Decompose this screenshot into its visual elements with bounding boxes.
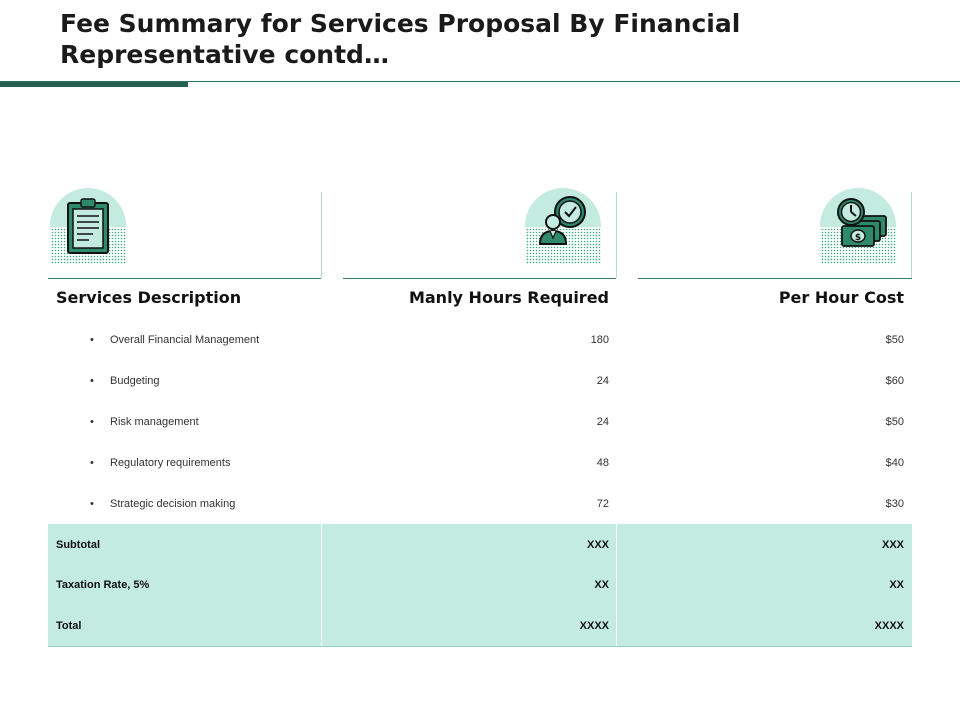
service-description: Regulatory requirements: [110, 457, 231, 469]
summary-cost-value: XXXX: [874, 620, 904, 632]
page-title: Fee Summary for Services Proposal By Financial Representative contd…: [60, 9, 741, 69]
column-divider-3: [911, 192, 912, 278]
summary-label: Subtotal: [56, 539, 100, 551]
column-divider-1: [321, 192, 322, 278]
summary-cost-value: XXX: [881, 539, 904, 551]
service-description: Strategic decision making: [110, 498, 236, 510]
table-row: [48, 402, 912, 443]
bullet: •: [90, 498, 94, 510]
bullet: •: [90, 416, 94, 428]
hours-value: 48: [596, 457, 609, 469]
header-underline-2: [343, 278, 616, 279]
table-row: [48, 484, 912, 525]
cost-value: $30: [885, 498, 904, 510]
bullet: •: [90, 375, 94, 387]
service-description: Overall Financial Management: [110, 334, 260, 346]
summary-cost-value: XX: [889, 579, 904, 591]
header-per-hour-cost: Per Hour Cost: [778, 288, 904, 307]
cost-value: $50: [885, 416, 904, 428]
header-hours-required: Manly Hours Required: [408, 288, 609, 307]
table-row: [48, 361, 912, 402]
summary-row-subtotal: [48, 525, 912, 566]
summary-hours-value: XXXX: [579, 620, 609, 632]
hours-value: 24: [596, 375, 609, 387]
title-accent-bar: [0, 82, 188, 87]
header-underline-3: [638, 278, 912, 279]
summary-label: Total: [56, 620, 82, 632]
table-row: [48, 443, 912, 484]
bullet: •: [90, 334, 94, 346]
summary-row-total: [48, 606, 912, 647]
hours-value: 72: [596, 498, 609, 510]
summary-row-taxation: [48, 565, 912, 606]
service-description: Budgeting: [110, 375, 160, 387]
cost-value: $40: [885, 457, 904, 469]
header-services-description: Services Description: [56, 288, 242, 307]
cost-value: $50: [885, 334, 904, 346]
service-description: Risk management: [110, 416, 199, 428]
column-divider-2: [616, 192, 617, 278]
hours-value: 24: [596, 416, 609, 428]
header-underline-1: [48, 278, 321, 279]
svg-text:$: $: [854, 233, 862, 243]
time-person-icon: [523, 186, 603, 266]
summary-hours-value: XXX: [586, 539, 609, 551]
clipboard-icon: [48, 186, 128, 266]
summary-label: Taxation Rate, 5%: [56, 579, 150, 591]
cost-value: $60: [885, 375, 904, 387]
table-row: [48, 320, 912, 361]
summary-hours-value: XX: [594, 579, 609, 591]
money-time-icon: [818, 186, 898, 266]
bullet: •: [90, 457, 94, 469]
hours-value: 180: [590, 334, 609, 346]
